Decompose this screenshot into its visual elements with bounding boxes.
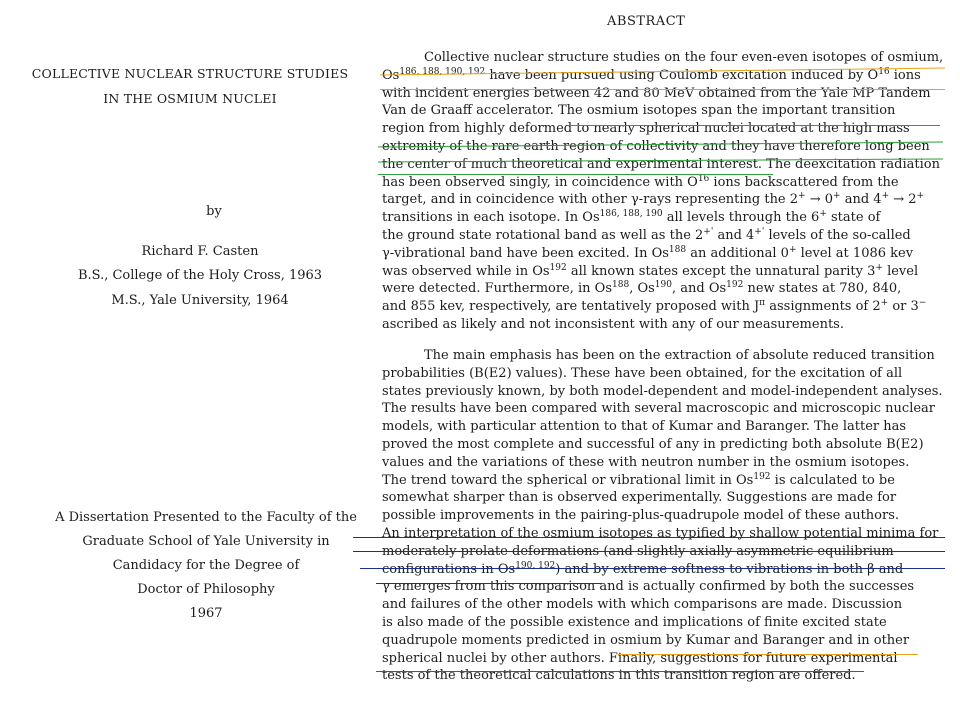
text-run: γ emerges from this comparison and is actually confirmed by both the successes	[382, 579, 915, 595]
superscript: +	[819, 209, 827, 220]
superscript: +	[880, 298, 889, 309]
superscript: +'	[754, 226, 765, 237]
text-run: configurations in Os	[382, 561, 516, 577]
text-run: , Os	[629, 281, 655, 297]
superscript: +	[875, 262, 883, 273]
text-run: somewhat sharper than is observed experimentally. Suggestions are made for	[382, 490, 897, 506]
underline-blue-3	[360, 568, 945, 569]
text-run: assignments of 2	[765, 299, 881, 315]
underline-red-1	[376, 671, 864, 672]
dissertation-year: 1967	[189, 606, 223, 621]
text-run: level at 1086 kev	[796, 245, 914, 261]
abstract-line	[382, 667, 952, 685]
abstract-line	[382, 436, 952, 454]
dissertation-line-4: Doctor of Philosophy	[137, 582, 275, 597]
abstract-line	[382, 400, 952, 418]
superscript: 188	[668, 244, 687, 255]
thesis-title-line-1: COLLECTIVE NUCLEAR STRUCTURE STUDIES	[31, 66, 349, 81]
text-run: The trend toward the spherical or vibrational limit in Os	[382, 472, 754, 488]
superscript: 186, 188, 190, 192	[399, 66, 486, 77]
superscript: π	[759, 298, 766, 309]
text-run: tests of the theoretical calculations in this transition region are offered.	[382, 668, 856, 684]
superscript: 16	[697, 173, 710, 184]
abstract-line	[382, 227, 952, 245]
superscript: +	[798, 191, 806, 202]
text-run: all levels through the 6	[662, 210, 820, 226]
abstract-line	[382, 191, 952, 209]
abstract-line	[382, 298, 952, 316]
abstract-line	[382, 525, 952, 543]
abstract-line	[382, 347, 952, 365]
superscript: 192	[549, 262, 567, 273]
text-run: was observed while in Os	[382, 263, 550, 279]
text-run: target, and in coincidence with other γ-rays representing the 2	[382, 192, 799, 208]
underline-blue-1	[353, 537, 945, 538]
text-run: with incident energies between 42 and 80 MeV obtained from the Yale MP Tandem	[382, 85, 931, 101]
abstract-line	[382, 263, 952, 281]
text-run: region from highly deformed to nearly spherical nuclei located at the high mass	[382, 121, 910, 137]
text-run: or 3	[888, 299, 919, 315]
title-page-column	[0, 0, 370, 720]
superscript: +'	[703, 226, 714, 237]
underline-blue-4	[376, 583, 602, 584]
superscript: 186, 188, 190	[599, 209, 663, 220]
text-run: ascribed as likely and not inconsistent with any of our measurements.	[382, 316, 844, 332]
abstract-line	[382, 120, 952, 138]
text-run: new states at 780, 840,	[743, 281, 902, 297]
underline-orange-3	[618, 654, 918, 655]
text-run: ions backscattered from the	[709, 174, 899, 190]
text-run: ions	[889, 67, 921, 83]
abstract-line	[382, 472, 952, 490]
underline-blue-2	[353, 551, 945, 552]
text-run: , and Os	[671, 281, 727, 297]
abstract-line	[382, 507, 952, 525]
text-run: models, with particular attention to that of Kumar and Baranger. The latter has	[382, 419, 907, 435]
text-run: values and the variations of these with neutron number in the osmium isotopes.	[382, 454, 910, 470]
superscript: 188	[612, 280, 630, 291]
text-run: probabilities (B(E2) values). These have been obtained, for the excitation of all	[382, 365, 903, 381]
abstract-line	[382, 650, 952, 668]
underline-orange-2	[380, 89, 945, 90]
text-run: were detected. Furthermore, in Os	[382, 281, 613, 297]
text-run: transitions in each isotope. In Os	[382, 210, 600, 226]
author-name: Richard F. Casten	[141, 244, 259, 259]
text-run: level	[882, 263, 919, 279]
abstract-line	[382, 365, 952, 383]
text-run: and failures of the other models with which comparisons are made. Discussion	[382, 597, 903, 613]
text-run: and 4	[840, 192, 882, 208]
underline-green-4	[378, 174, 773, 175]
superscript: 192	[726, 280, 744, 291]
text-run: Van de Graaff accelerator. The osmium isotopes span the important transition	[382, 103, 896, 119]
text-run: → 0	[805, 192, 834, 208]
text-run: is also made of the possible existence and implications of finite excited state	[382, 614, 887, 630]
text-run: proved the most complete and successful of any in predicting both absolute B(E2)	[382, 436, 924, 452]
abstract-line	[382, 316, 952, 334]
by-label: by	[206, 204, 222, 219]
dissertation-line-2: Graduate School of Yale University in	[82, 534, 330, 549]
abstract-line	[382, 454, 952, 472]
text-run: and 4	[713, 227, 755, 243]
superscript: +	[881, 191, 890, 202]
text-run: levels of the so-called	[764, 227, 911, 243]
text-run: and 855 kev, respectively, are tentatively proposed with J	[382, 299, 760, 315]
text-run: states previously known, by both model-dependent and model-independent analyses.	[382, 383, 943, 399]
degree-line-1: B.S., College of the Holy Cross, 1963	[77, 268, 323, 283]
superscript: 190, 192	[515, 560, 556, 571]
text-run: all known states except the unnatural parity 3	[566, 263, 876, 279]
degree-line-2: M.S., Yale University, 1964	[111, 293, 289, 308]
abstract-line	[382, 245, 952, 263]
superscript: 192	[753, 471, 771, 482]
underline-green-1	[570, 125, 940, 126]
text-run: extremity of the rare earth region of collectivity and they have therefore long been	[382, 138, 930, 154]
abstract-line	[382, 489, 952, 507]
text-run: → 2	[889, 192, 917, 208]
superscript: +	[833, 191, 841, 202]
superscript: −	[918, 298, 927, 309]
dissertation-line-3: Candidacy for the Degree of	[112, 558, 300, 573]
abstract-line	[382, 209, 952, 227]
text-run: ) and by extreme softness to vibrations in both β and	[555, 561, 904, 577]
abstract-line	[382, 280, 952, 298]
text-run: spherical nuclei by other authors. Finally, suggestions for future experimental	[382, 650, 898, 666]
abstract-paragraph-1	[382, 49, 952, 334]
text-run: Collective nuclear structure studies on the four even-even isotopes of osmium,	[424, 50, 944, 65]
text-run: the ground state rotational band as well as the 2	[382, 227, 704, 243]
abstract-line	[382, 614, 952, 632]
dissertation-line-1: A Dissertation Presented to the Faculty of the	[55, 510, 357, 525]
text-run: an additional 0	[686, 245, 789, 261]
text-run: The results have been compared with several macroscopic and microscopic nuclear	[382, 401, 936, 417]
abstract-line	[382, 102, 952, 120]
text-run: is calculated to be	[770, 472, 895, 488]
text-run: the center of much theoretical and experimental interest. The deexcitation radiation	[382, 156, 940, 172]
text-run: possible improvements in the pairing-plus-quadrupole model of these authors.	[382, 508, 900, 524]
abstract-line	[382, 138, 952, 156]
text-run: moderately prolate deformations (and slightly axially asymmetric equilibrium	[382, 543, 894, 559]
abstract-line	[382, 85, 952, 103]
text-run: γ-vibrational band have been excited. In Os	[382, 245, 669, 261]
abstract-paragraph-2	[382, 347, 952, 685]
abstract-line	[382, 578, 952, 596]
text-run: The main emphasis has been on the extraction of absolute reduced transition	[424, 348, 935, 363]
text-run: state of	[826, 210, 881, 226]
text-run: An interpretation of the osmium isotopes as typified by shallow potential minima for	[382, 525, 939, 541]
abstract-line	[382, 418, 952, 436]
abstract-heading: ABSTRACT	[607, 14, 686, 29]
text-run: has been observed singly, in coincidence with O	[382, 174, 698, 190]
thesis-title-line-2: IN THE OSMIUM NUCLEI	[103, 91, 277, 106]
abstract-line	[382, 174, 952, 192]
superscript: 16	[878, 66, 890, 77]
superscript: +	[916, 191, 925, 202]
text-run: have been pursued using Coulomb excitation induced by O	[485, 67, 879, 83]
abstract-line	[382, 596, 952, 614]
text-run: Os	[382, 67, 400, 83]
abstract-line	[382, 561, 952, 579]
abstract-line	[382, 383, 952, 401]
superscript: 190	[654, 280, 672, 291]
text-run: quadrupole moments predicted in osmium by Kumar and Baranger and in other	[382, 632, 910, 648]
superscript: +	[788, 244, 797, 255]
abstract-line	[382, 632, 952, 650]
abstract-line	[382, 49, 952, 67]
